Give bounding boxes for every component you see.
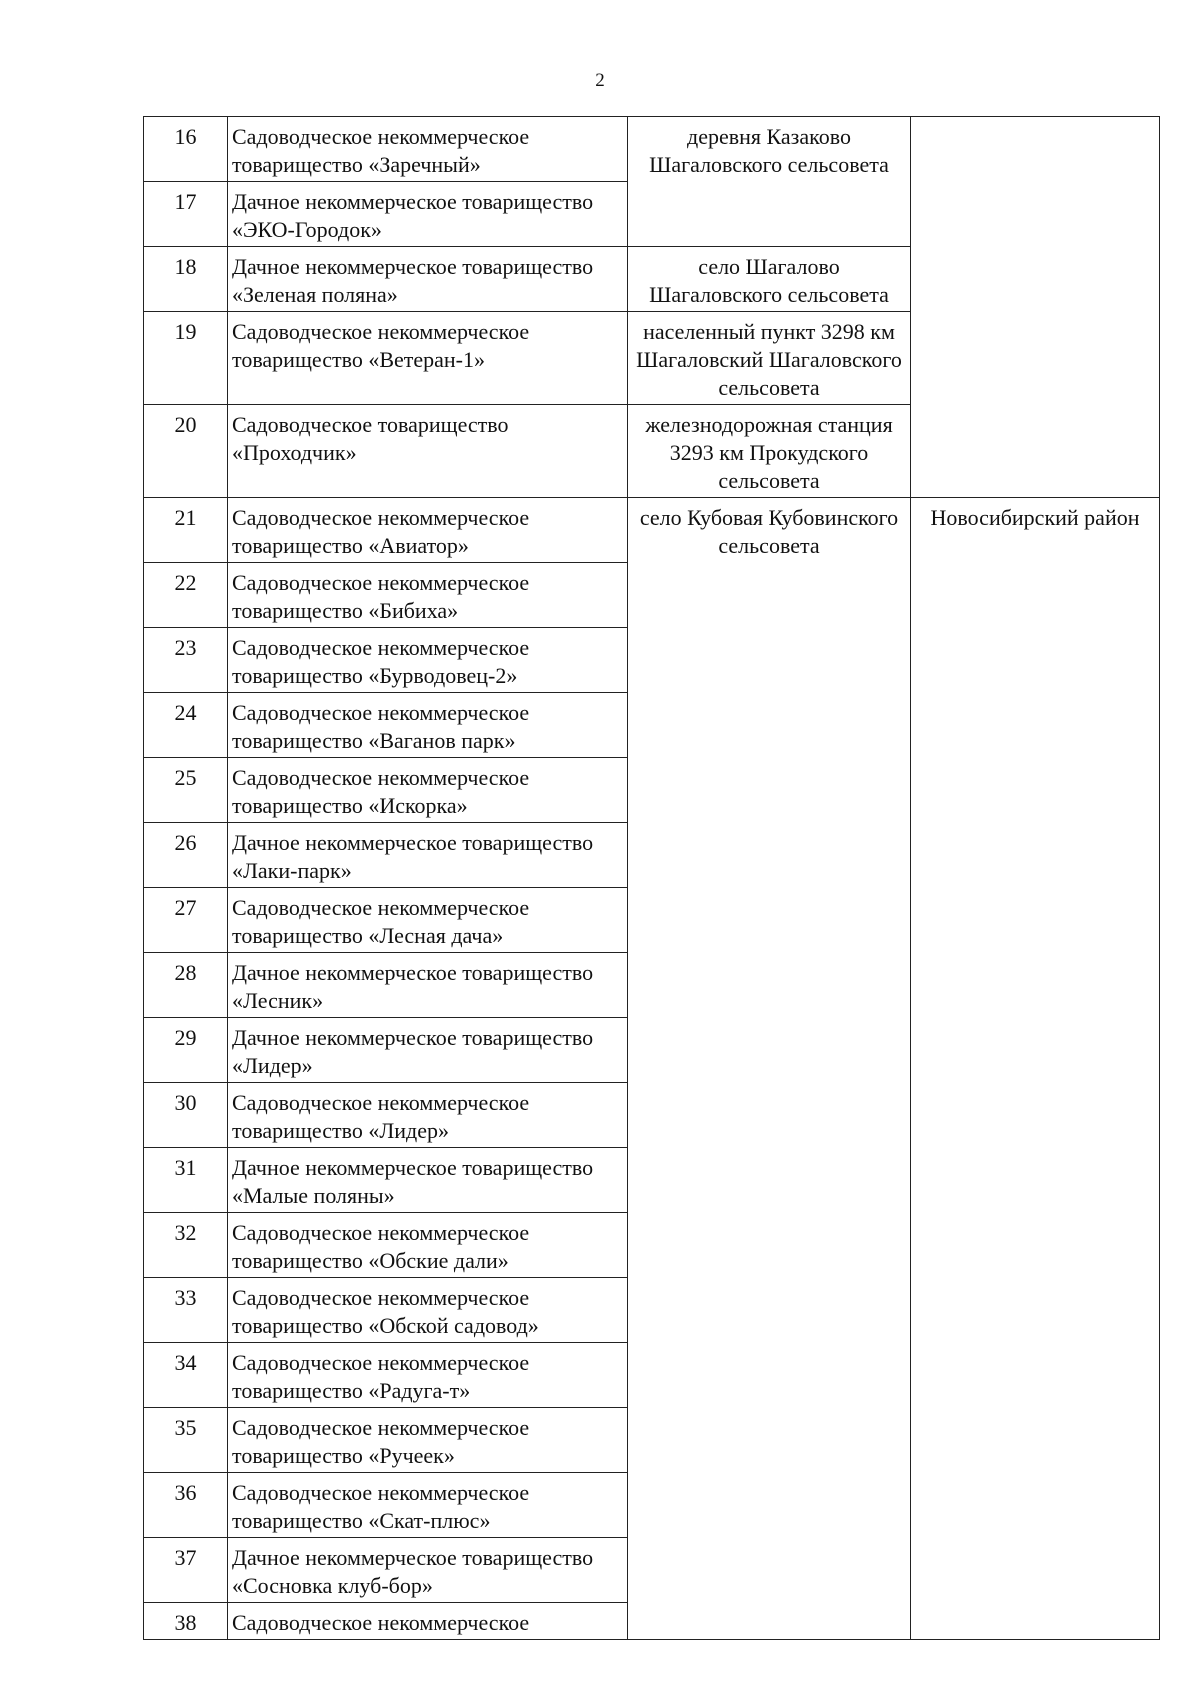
row-number: 21: [144, 498, 228, 563]
row-number: 18: [144, 247, 228, 312]
organization-name: Дачное некоммерческое товарищество «Лесник»: [228, 953, 628, 1018]
organization-name: Садоводческое некоммерческое товарищество «Авиатор»: [228, 498, 628, 563]
row-number: 22: [144, 563, 228, 628]
row-number: 25: [144, 758, 228, 823]
organization-name: Дачное некоммерческое товарищество «Сосновка клуб-бор»: [228, 1538, 628, 1603]
row-number: 35: [144, 1408, 228, 1473]
organization-name: Садоводческое некоммерческое товарищество «Обской садовод»: [228, 1278, 628, 1343]
organization-name: Садоводческое некоммерческое товарищество «Бибиха»: [228, 563, 628, 628]
district-cell: [911, 117, 1160, 498]
district-cell: Новосибирский район: [911, 498, 1160, 1640]
row-number: 27: [144, 888, 228, 953]
location-cell: населенный пункт 3298 км Шагаловский Шагаловского сельсовета: [628, 312, 911, 405]
row-number: 17: [144, 182, 228, 247]
organization-name: Садоводческое некоммерческое товарищество «Обские дали»: [228, 1213, 628, 1278]
location-cell: село Кубовая Кубовинского сельсовета: [628, 498, 911, 1640]
row-number: 33: [144, 1278, 228, 1343]
organization-name: Садоводческое некоммерческое товарищество «Лесная дача»: [228, 888, 628, 953]
row-number: 31: [144, 1148, 228, 1213]
row-number: 19: [144, 312, 228, 405]
location-cell: железнодорожная станция 3293 км Прокудского сельсовета: [628, 405, 911, 498]
row-number: 23: [144, 628, 228, 693]
row-number: 20: [144, 405, 228, 498]
organization-name: Дачное некоммерческое товарищество «Зеленая поляна»: [228, 247, 628, 312]
row-number: 28: [144, 953, 228, 1018]
organization-name: Садоводческое некоммерческое товарищество «Заречный»: [228, 117, 628, 182]
organization-name: Дачное некоммерческое товарищество «Лаки-парк»: [228, 823, 628, 888]
table-row: [144, 117, 1160, 182]
row-number: 30: [144, 1083, 228, 1148]
row-number: 36: [144, 1473, 228, 1538]
organization-name: Садоводческое некоммерческое товарищество «Бурводовец-2»: [228, 628, 628, 693]
organization-name: Садоводческое товарищество «Проходчик»: [228, 405, 628, 498]
row-number: 34: [144, 1343, 228, 1408]
organization-name: Садоводческое некоммерческое товарищество «Ваганов парк»: [228, 693, 628, 758]
organization-name: Дачное некоммерческое товарищество «ЭКО-Городок»: [228, 182, 628, 247]
registry-table: [143, 116, 1160, 1640]
row-number: 32: [144, 1213, 228, 1278]
organization-name: Садоводческое некоммерческое товарищество «Ручеек»: [228, 1408, 628, 1473]
row-number: 37: [144, 1538, 228, 1603]
page-number: 2: [595, 70, 605, 91]
organization-name: Садоводческое некоммерческое товарищество «Радуга-т»: [228, 1343, 628, 1408]
row-number: 26: [144, 823, 228, 888]
organization-name: Садоводческое некоммерческое товарищество «Искорка»: [228, 758, 628, 823]
row-number: 24: [144, 693, 228, 758]
row-number: 38: [144, 1603, 228, 1640]
organization-name: Дачное некоммерческое товарищество «Лидер»: [228, 1018, 628, 1083]
organization-name: Садоводческое некоммерческое товарищество «Скат-плюс»: [228, 1473, 628, 1538]
location-cell: деревня Казаково Шагаловского сельсовета: [628, 117, 911, 247]
organization-name: Дачное некоммерческое товарищество «Малые поляны»: [228, 1148, 628, 1213]
row-number: 29: [144, 1018, 228, 1083]
organization-name: Садоводческое некоммерческое: [228, 1603, 628, 1640]
row-number: 16: [144, 117, 228, 182]
table-row: [144, 498, 1160, 563]
location-cell: село Шагалово Шагаловского сельсовета: [628, 247, 911, 312]
organization-name: Садоводческое некоммерческое товарищество «Лидер»: [228, 1083, 628, 1148]
organization-name: Садоводческое некоммерческое товарищество «Ветеран-1»: [228, 312, 628, 405]
